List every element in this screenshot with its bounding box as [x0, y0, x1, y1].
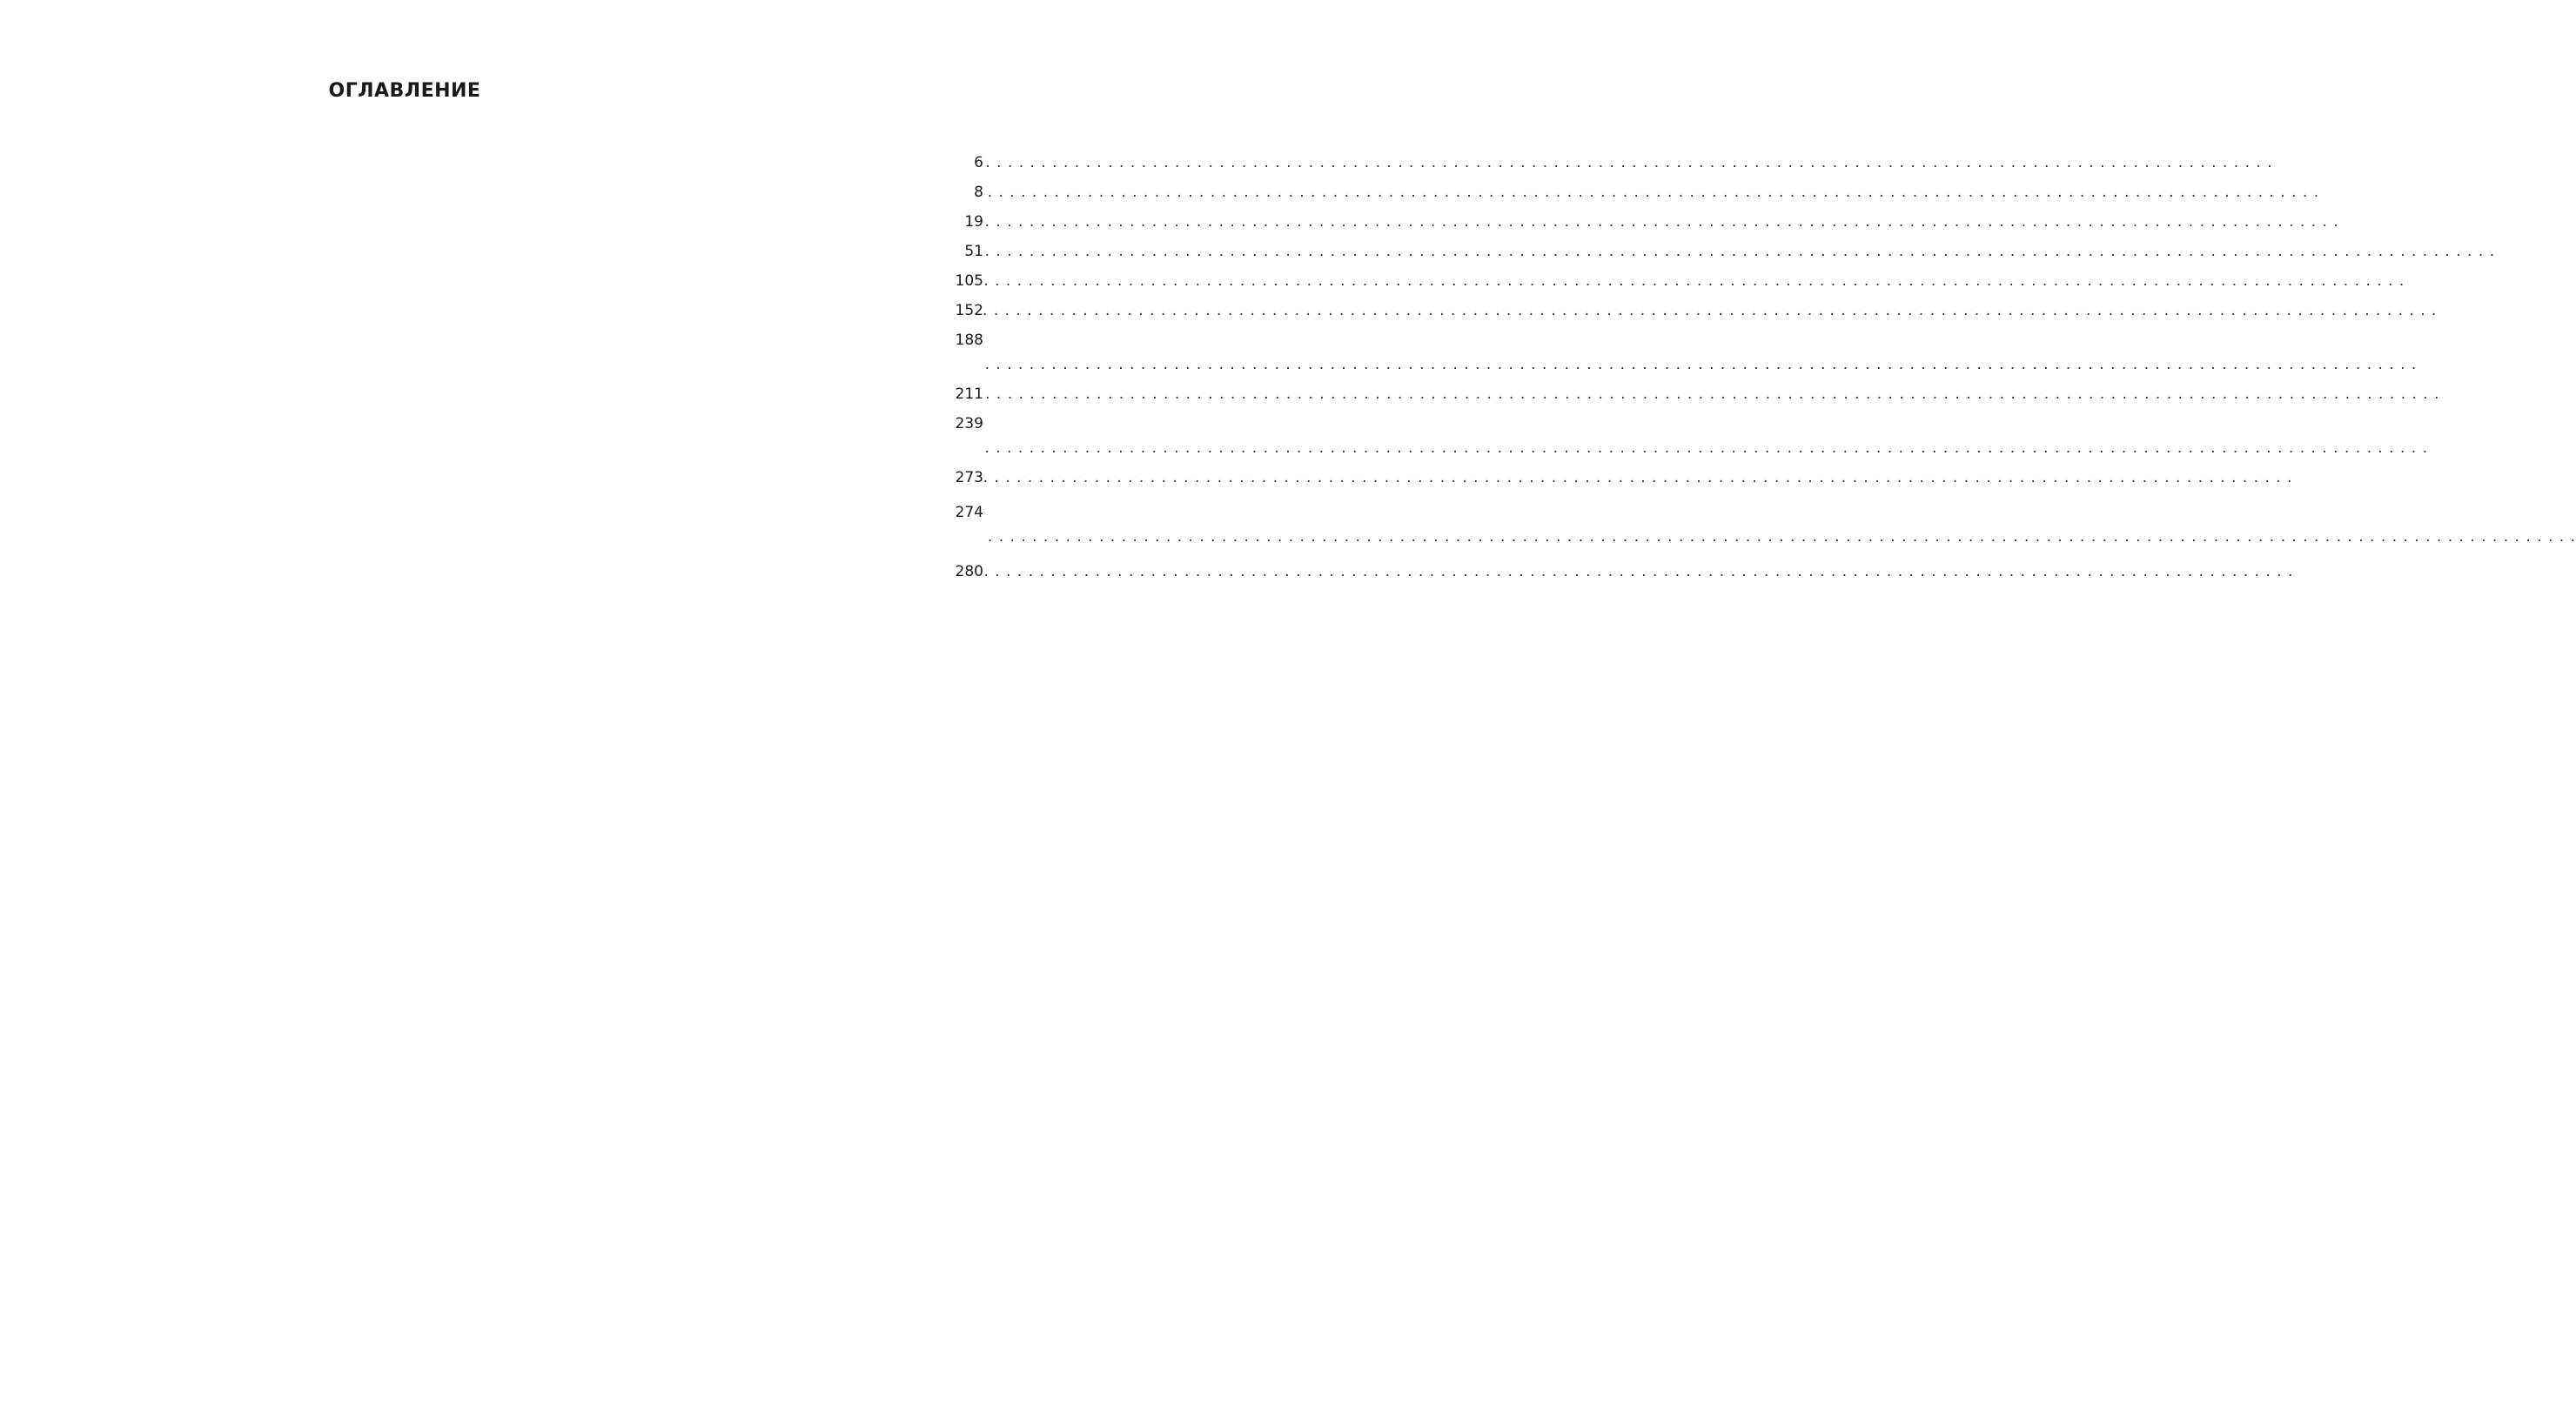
toc-entry-chapter-1[interactable]: [113, 237, 983, 266]
toc-entry-chapter-2[interactable]: [113, 266, 983, 296]
toc-page-number: 51: [113, 237, 983, 1107]
toc-page-number: 6: [113, 148, 983, 1018]
toc-entry-chapter-6[interactable]: [113, 409, 983, 463]
toc-entry-notes[interactable]: [113, 557, 983, 586]
toc-page-number: 105: [113, 266, 983, 1136]
toc-entry-conclusion[interactable]: [113, 463, 983, 492]
toc-entry-appendix[interactable]: [113, 498, 983, 552]
toc-page-number: 280: [113, 557, 983, 1427]
page-title: ОГЛАВЛЕНИЕ: [328, 80, 481, 102]
toc-page-number: 8: [113, 178, 983, 1048]
toc-entry-chapter-5[interactable]: [113, 379, 983, 409]
toc-page-number: 152: [113, 296, 983, 1166]
table-of-contents: [113, 148, 983, 586]
toc-page-number: 188: [113, 325, 983, 1196]
toc-entry-sources[interactable]: [113, 207, 983, 237]
toc-entry-introduction[interactable]: [113, 148, 983, 178]
toc-page-number: 211: [113, 379, 983, 1249]
book-page: [0, 0, 983, 870]
toc-entry-chapter-4[interactable]: [113, 325, 983, 379]
toc-page-number: 239: [113, 409, 983, 1279]
toc-page-number: 273: [113, 463, 983, 1333]
toc-entry-chapter-3[interactable]: [113, 296, 983, 325]
toc-page-number: 274: [113, 498, 983, 1368]
toc-page-number: 19: [113, 207, 983, 1077]
toc-entry-historiography[interactable]: [113, 178, 983, 207]
